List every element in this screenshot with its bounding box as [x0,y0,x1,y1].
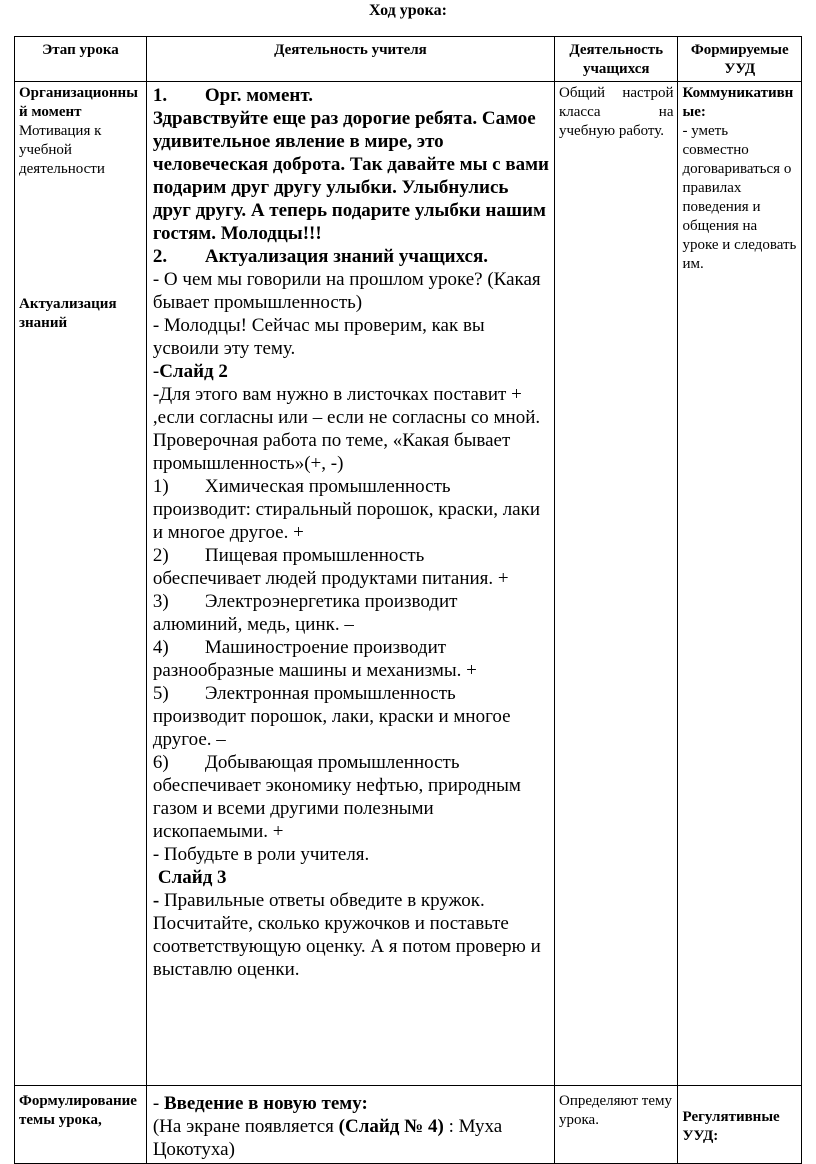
list-item: 6) Добывающая промышленность обеспечивает экономику нефтью, природным газом и всеми другими полезными ископаемыми. + [152,752,521,842]
list-item: 3) Электроэнергетика производит алюминий, медь, цинк. – [152,591,458,635]
heading-org-moment: 1. Орг. момент. [152,85,313,106]
teacher-cell [146,82,554,1086]
table-row [15,1086,802,1164]
header-uud: Формируемые УУД [678,37,802,82]
stage-motivation: Мотивация к учебной деятельности [19,123,105,177]
list-item: 4) Машиностроение производит разнообразные машины и механизмы. + [152,637,477,681]
stage-cell [15,1086,147,1164]
stage-cell [15,82,147,1086]
students-cell [555,1086,678,1164]
stage-actualization: Актуализация знаний [19,296,117,331]
circle-instruction: - Правильные ответы обведите в кружок. Посчитайте, сколько кружочков и поставьте соответствующую оценку. А я потом проверю и выставлю оценки. [152,890,541,980]
uud-cell [678,1086,802,1164]
lesson-table [14,36,802,1164]
list-item: 5) Электронная промышленность производит порошок, лаки, краски и многое другое. – [152,683,511,750]
teacher-cell [146,1086,554,1164]
list-item: 2) Пищевая промышленность обеспечивает людей продуктами питания. + [152,545,509,589]
statements-list [153,475,550,843]
question-previous-lesson: - О чем мы говорили на прошлом уроке? (Какая бывает промышленность) [152,269,541,313]
screen-slide-4: (На экране появляется (Слайд № 4) : Муха Цокотуха) [152,1116,503,1160]
students-activity: Определяют тему урока. [559,1093,673,1128]
header-stage: Этап урока [15,37,147,82]
heading-actualization: 2. Актуализация знаний учащихся. [152,246,488,267]
page-title: Ход урока: [369,2,447,19]
header-teacher: Деятельность учителя [146,37,554,82]
table-row [15,82,802,1086]
students-cell [555,82,678,1086]
instruction-text: -Для этого вам нужно в листочках поставит + ,если согласны или – если не согласны со мной. [152,384,541,428]
stage-org-moment: Организационный момент [19,85,138,120]
students-activity: Общий настрой класса на учебную работу. [559,85,674,139]
uud-communicative-title: Коммуникативные: [682,85,794,120]
uud-communicative-text: - уметь совместно договариваться о правилах поведения и общения на уроке и следовать им. [682,123,797,272]
list-item: 1) Химическая промышленность производит: стиральный порошок, краски, лаки и многое другое. + [152,476,541,543]
greeting-text: Здравствуйте еще раз дорогие ребята. Самое удивительное явление в мире, это человеческая доброта. Так давайте мы с вами подарим друг другу улыбки. Улыбнулись друг другу. А теперь подарите улыбки нашим гостям. Молодцы!!! [152,108,550,244]
table-header-row [15,37,802,82]
new-topic-intro: - Введение в новую тему: [152,1093,368,1114]
header-students: Деятельность учащихся [555,37,678,82]
slide-3-label: Слайд 3 [157,867,227,888]
uud-cell [678,82,802,1086]
stage-topic-formulation: Формулирование темы урока, [19,1093,137,1128]
uud-regulatory-title: Регулятивные УУД: [682,1109,780,1144]
check-work-title: Проверочная работа по теме, «Какая бывает промышленность»(+, -) [152,430,511,474]
praise-text: - Молодцы! Сейчас мы проверим, как вы усвоили эту тему. [152,315,485,359]
slide-2-label: -Слайд 2 [152,361,228,382]
teacher-role-text: - Побудьте в роли учителя. [152,844,370,865]
